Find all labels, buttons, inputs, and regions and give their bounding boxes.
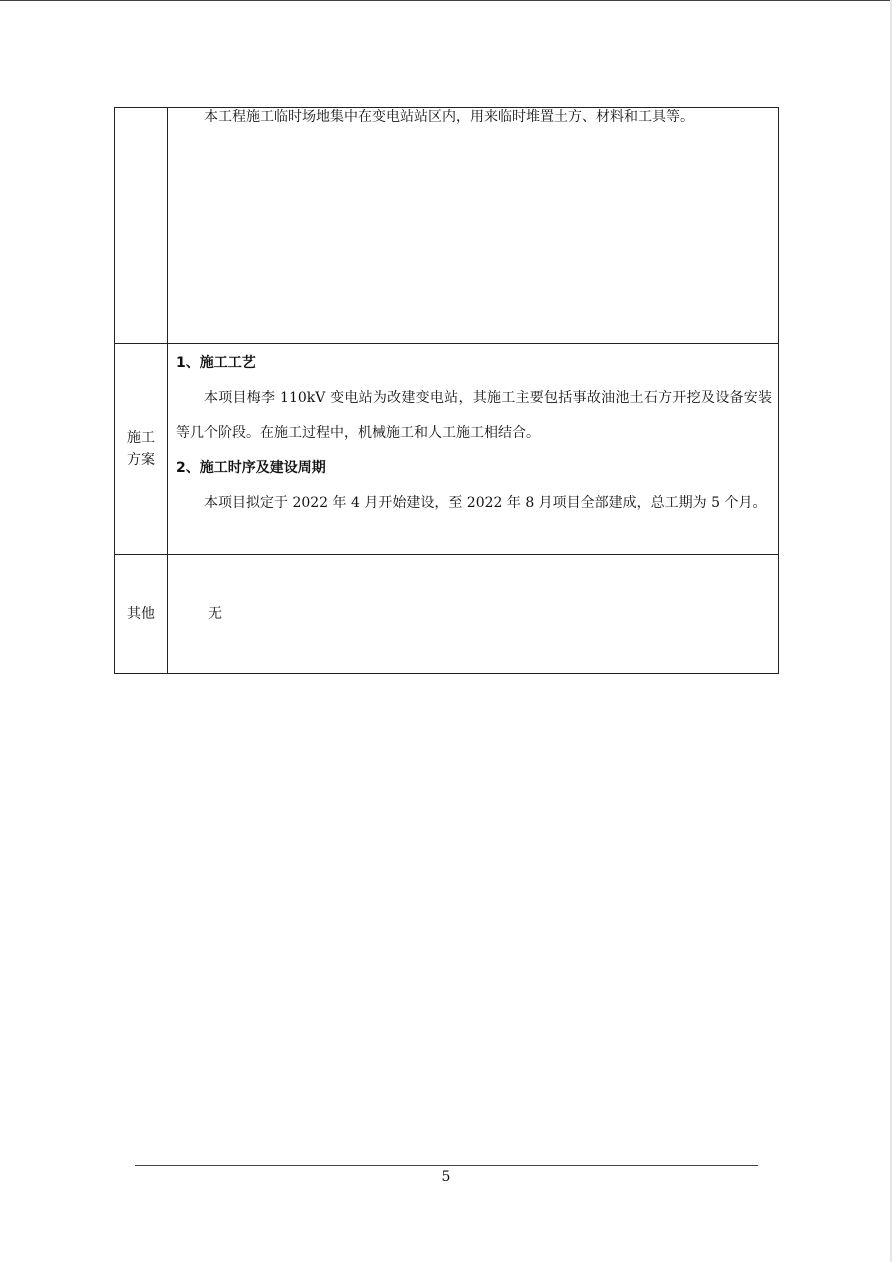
other-content	[168, 555, 779, 674]
page-top-border	[0, 0, 892, 1]
construction-process-paragraph: 本项目梅李 110kV 变电站为改建变电站，其施工主要包括事故油池土石方开挖及设备安装等几个阶段。在施工过程中，机械施工和人工施工相结合。	[176, 390, 772, 441]
footer-rule	[135, 1165, 758, 1166]
row-label-empty	[115, 108, 168, 344]
other-label: 其他	[115, 555, 168, 674]
construction-plan-label-line1: 施工	[127, 430, 155, 446]
temporary-site-paragraph: 本工程施工临时场地集中在变电站站区内，用来临时堆置土方、材料和工具等。	[204, 109, 694, 125]
temporary-site-content	[168, 108, 779, 344]
construction-process-heading: 1、施工工艺	[176, 355, 256, 371]
table-row-construction-plan	[115, 344, 779, 555]
construction-plan-label	[115, 344, 168, 555]
construction-plan-content	[168, 344, 779, 555]
schedule-paragraph: 本项目拟定于 2022 年 4 月开始建设，至 2022 年 8 月项目全部建成，总工期为 5 个月。	[204, 495, 767, 511]
page-number: 5	[441, 1169, 451, 1185]
document-table	[114, 107, 779, 674]
table-row-temporary-site	[115, 108, 779, 344]
construction-plan-label-line2: 方案	[127, 452, 155, 468]
schedule-heading: 2、施工时序及建设周期	[176, 460, 326, 476]
table-row-other	[115, 555, 779, 674]
other-text: 无	[208, 606, 222, 622]
